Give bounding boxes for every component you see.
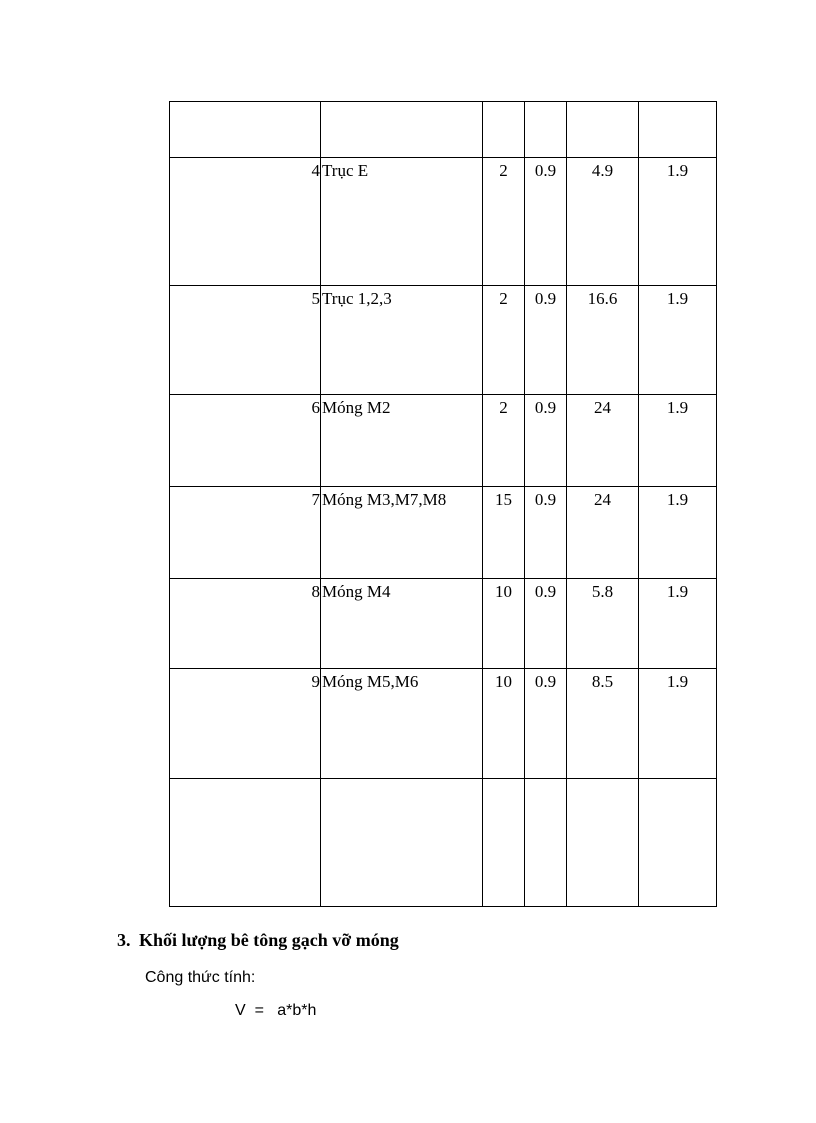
- dimension-h-cell: 1.9: [639, 395, 717, 487]
- dimension-h-cell: 1.9: [639, 579, 717, 669]
- section-heading: [117, 930, 399, 951]
- row-number-cell: 6: [170, 395, 321, 487]
- dimension-b-cell: 16.6: [567, 286, 639, 395]
- row-number-cell: 4: [170, 158, 321, 286]
- dimension-a-cell: 0.9: [525, 487, 567, 579]
- quantity-cell: [483, 102, 525, 158]
- table-row: [170, 102, 717, 158]
- item-name-cell: Móng M4: [321, 579, 483, 669]
- row-number-cell: [170, 779, 321, 907]
- dimension-a-cell: 0.9: [525, 286, 567, 395]
- volume-table: [169, 101, 717, 907]
- dimension-h-cell: 1.9: [639, 158, 717, 286]
- dimension-b-cell: 8.5: [567, 669, 639, 779]
- quantity-cell: 15: [483, 487, 525, 579]
- dimension-a-cell: 0.9: [525, 158, 567, 286]
- dimension-b-cell: [567, 779, 639, 907]
- dimension-h-cell: 1.9: [639, 487, 717, 579]
- item-name-cell: Trục E: [321, 158, 483, 286]
- dimension-h-cell: [639, 779, 717, 907]
- dimension-h-cell: [639, 102, 717, 158]
- row-number-cell: 5: [170, 286, 321, 395]
- dimension-a-cell: [525, 779, 567, 907]
- quantity-cell: 2: [483, 395, 525, 487]
- dimension-a-cell: [525, 102, 567, 158]
- row-number-cell: 8: [170, 579, 321, 669]
- row-number-cell: 7: [170, 487, 321, 579]
- dimension-a-cell: 0.9: [525, 579, 567, 669]
- dimension-b-cell: 24: [567, 395, 639, 487]
- quantity-cell: 10: [483, 669, 525, 779]
- item-name-cell: Móng M2: [321, 395, 483, 487]
- dimension-h-cell: 1.9: [639, 669, 717, 779]
- row-number-cell: [170, 102, 321, 158]
- quantity-cell: 2: [483, 286, 525, 395]
- dimension-h-cell: 1.9: [639, 286, 717, 395]
- dimension-b-cell: 5.8: [567, 579, 639, 669]
- item-name-cell: [321, 779, 483, 907]
- dimension-b-cell: [567, 102, 639, 158]
- dimension-a-cell: 0.9: [525, 669, 567, 779]
- table-row: [170, 158, 717, 286]
- section-title: Khối lượng bê tông gạch vỡ móng: [139, 930, 399, 950]
- section-number: 3.: [117, 930, 131, 950]
- table-row: [170, 487, 717, 579]
- quantity-cell: 2: [483, 158, 525, 286]
- volume-formula: V = a*b*h: [235, 1002, 317, 1019]
- dimension-b-cell: 24: [567, 487, 639, 579]
- item-name-cell: [321, 102, 483, 158]
- table-row: [170, 779, 717, 907]
- quantity-cell: 10: [483, 579, 525, 669]
- dimension-b-cell: 4.9: [567, 158, 639, 286]
- table-row: [170, 669, 717, 779]
- table-row: [170, 579, 717, 669]
- table-row: [170, 395, 717, 487]
- row-number-cell: 9: [170, 669, 321, 779]
- item-name-cell: Móng M5,M6: [321, 669, 483, 779]
- dimension-a-cell: 0.9: [525, 395, 567, 487]
- quantity-cell: [483, 779, 525, 907]
- item-name-cell: Móng M3,M7,M8: [321, 487, 483, 579]
- formula-intro: Công thức tính:: [145, 969, 256, 986]
- item-name-cell: Trục 1,2,3: [321, 286, 483, 395]
- table-row: [170, 286, 717, 395]
